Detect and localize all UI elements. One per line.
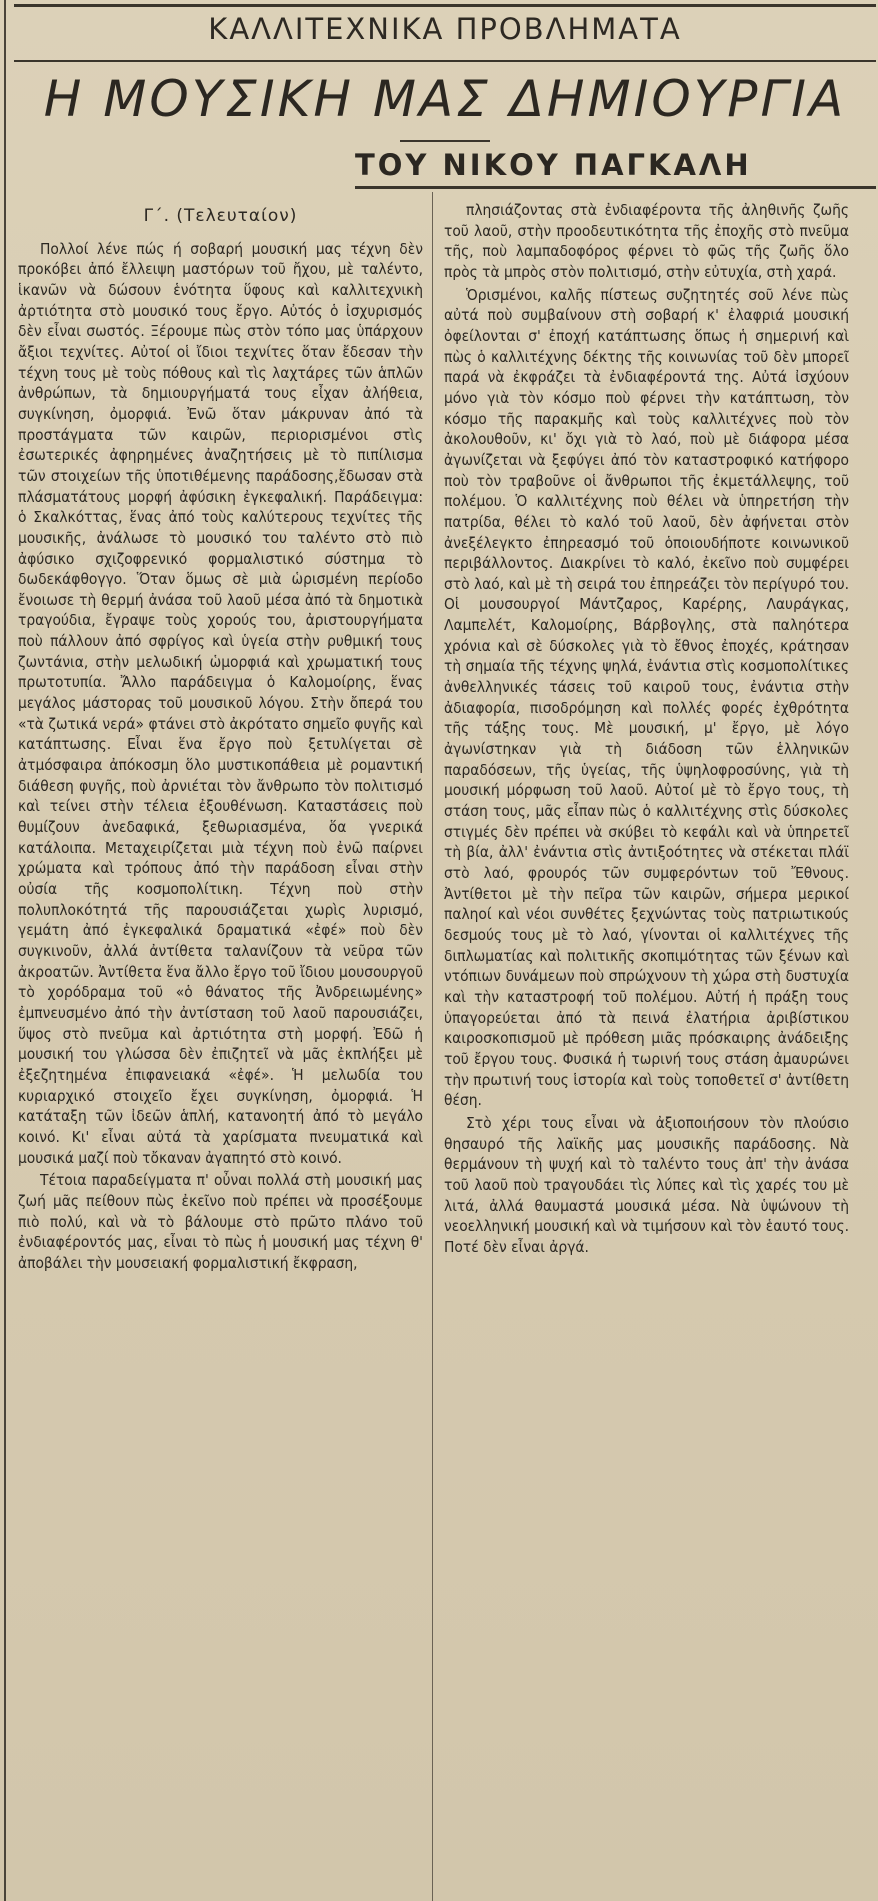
headline-divider bbox=[400, 140, 490, 142]
left-paragraph-1: Πολλοί λένε πώς ή σοβαρή μουσική μας τέχνη δὲν προκόβει ἀπό ἔλλειψη μαστόρων τοῦ ἤχου, μὲ ταλέντο, ἱκανῶν νὰ δώσουν ἑνότητα ὕφους καὶ καλλιτεχνικὴ ἀρτιότητα στὸ μουσικό τους ἔργο. Αὐτός ὁ ἰσχυρισμός δὲν εἶναι σωστός. Ξέρουμε πὼς στὸν τόπο μας ὑπάρχουν ἄξιοι τεχνίτες. Αὐτοί οἱ ἴδιοι τεχνίτες ὅταν ἔδεσαν τὴν τέχνη τους μὲ τοὺς πόθους καὶ τὶς λαχτάρες τῶν ἁπλῶν ἀνθρώπων, τὰ δημιουργήματά τους εἶχαν ἀλήθεια, συγκίνηση, ὀμορφιά. Ἐνῶ ὅταν μάκρυναν ἀπό τὰ προστάγματα τῶν καιρῶν, περιορισμένοι στὶς ἐσωτερικές ἀφηρημένες ἀναζητήσεις μὲ τὸ πιπίλισμα τῶν στοιχείων τῆς ὑποτιθέμενης παράδοσης,ἔδωσαν στὰ πλάσματάτους μορφή ἀφύσικη ἐγκεφαλική. Παράδειγμα: ὁ Σκαλκόττας, ἕνας ἀπό τοὺς καλύτερους τεχνίτες τῆς μουσικῆς, ἀνάλωσε τὸ μουσικό του ταλέντο στὸ πιὸ ἀφύσικο σχιζοφρενικό φορμαλιστικό σύστημα τὸ δωδεκάφθογγο. Ὅταν ὅμως σὲ μιὰ ὡρισμένη περίοδο ἔνοιωσε τὴ θερμή ἀνάσα τοῦ λαοῦ μέσα ἀπό τὰ δημοτικὰ τραγούδια, ἔγραψε τοὺς χορούς του, ἀριστουργήματα ποὺ πάλλουν ἀπό σφρίγος καὶ ὑγεία στὴν ρυθμική τους ζωντάνια, στὴν μελωδική ὡμορφιά καὶ χρωματική τους πρωτοτυπία. Ἄλλο παράδειγμα ὁ Καλομοίρης, ἕνας μεγάλος μάστορας τοῦ μουσικοῦ λόγου. Στὴν ὄπερά του «τὰ ζωτικά νερά» φτάνει στὸ ἀκρότατο σημεῖο φυγῆς καὶ κατάπτωσης. Εἶναι ἕνα ἔργο ποὺ ξετυλίγεται σὲ ἀτμόσφαιρα ἀπόκοσμη ὅλο μυστικοπάθεια μὲ ρομαντική διάθεση φυγῆς, ποὺ ἀρνιέται τὸν ἄνθρωπο τὸν πολιτισμό καὶ τείνει στὴν τέλεια ἐξουθένωση. Καταστάσεις ποὺ θυμίζουν ἀνεδαφικά, ξεθωριασμένα, ὅα γνερικά κατάλοιπα. Μεταχειρίζεται μιὰ τέχνη ποὺ ἐνῶ παίρνει χρώματα καὶ τρόπους ἀπό τὴν παράδοση εἶναι στὴν οὐσία τῆς κοσμοπολίτικη. Τέχνη ποὺ στὴν πολυπλοκότητά τῆς παρουσιάζεται χωρὶς λυρισμό, γεμάτη ἀπό ἐγκεφαλικά δραματικά «ἐφέ» ποὺ δὲν συγκινοῦν, ἀλλά ἀντίθετα ταλανίζουν τὰ νεῦρα τῶν ἀκροατῶν. Ἀντίθετα ἕνα ἄλλο ἔργο τοῦ ἴδιου μουσουργοῦ τὸ χορόδραμα τοῦ «ὁ θάνατος τῆς Ἀνδρειωμένης» ἐμπνευσμένο ἀπό τὴν ἀντίσταση τοῦ λαοῦ παρουσιάζει, ὕψος στὸ πνεῦμα καὶ ἀρτιότητα στὴ μορφή. Ἐδῶ ἡ μουσική του γλώσσα δὲν ἐπιζητεῖ νὰ μᾶς ἐκπλήξει μὲ ἐξεζητημένα ἐπιφανειακά «ἐφέ». Ἡ μελωδία του κυριαρχικό στοιχεῖο ἔχει συγκίνηση, ὀμορφιά. Ἡ κατάταξη τῶν ἰδεῶν ἁπλή, κατανοητή ἀπό τὸ μεγάλο κοινό. Κι' εἶναι αὐτά τὰ χαρίσματα πνευματικά καὶ μουσικά μαζί ποὺ τὄκαναν ἀγαπητό στὸ κοινό. bbox=[18, 239, 423, 1167]
top-rule bbox=[14, 4, 876, 7]
left-column bbox=[18, 200, 423, 1273]
right-column bbox=[444, 200, 849, 1257]
article-headline: Η ΜΟΥΣΙΚΗ ΜΑΣ ΔΗΜΙΟΥΡΓΙΑ bbox=[43, 70, 847, 128]
kicker-rule bbox=[14, 60, 876, 62]
left-margin-rule bbox=[4, 0, 6, 1901]
column-divider bbox=[432, 192, 433, 1901]
right-paragraph-3: Στὸ χέρι τους εἶναι νὰ ἀξιοποιήσουν τὸν πλούσιο θησαυρό τῆς λαϊκῆς μας μουσικῆς παράδοσης. Νὰ θερμάνουν τὴ ψυχή καὶ τὸ ταλέντο τους ἀπ' τὴν ἀνάσα τοῦ λαοῦ ποὺ τραγουδάει τὶς λύπες καὶ τὶς χαρές του μὲ λιτά, ἀλλά θαυμαστά μουσικά μέσα. Νὰ ὑψώνουν τὴ νεοελληνική μουσική καὶ νὰ τιμήσουν καὶ τὸν ἑαυτό τους. Ποτέ δὲν εἶναι ἀργά. bbox=[444, 1113, 849, 1256]
section-label: Γ΄. (Τελευταίον) bbox=[143, 206, 298, 226]
right-paragraph-2: Ὁρισμένοι, καλῆς πίστεως συζητητές σοῦ λένε πὼς αὐτά ποὺ συμβαίνουν στὴ σοβαρή κ' ἐλαφριά μουσική ὀφείλονται σ' ἐποχή κατάπτωσης ὅπως ἡ σημερινή καὶ πὼς ὁ καλλιτέχνης δέκτης τῆς κοινωνίας τοῦ δὲν μπορεῖ παρά νὰ ἐκφράζει τὰ ἐνδιαφέροντά της. Αὐτά ἰσχύουν μόνο γιὰ τὸν κόσμο ποὺ φέρνει τὴν κατάπτωση, τὸν κόσμο τῆς παρακμῆς καὶ τοὺς καλλιτέχνες ποὺ τὸν ἀκολουθοῦν, κι' ὄχι γιὰ τὸ λαό, ποὺ μὲ διάφορα μέσα ἀγωνίζεται νὰ ξεφύγει ἀπό τὸν καταστροφικό κατήφορο ποὺ τὸν τραβοῦνε οἱ ἄνθρωποι τῆς ἐκμετάλλεψης, τοῦ πολέμου. Ὁ καλλιτέχνης ποὺ θέλει νὰ ὑπηρετήση τὴν πατρίδα, θέλει τὸ καλό τοῦ λαοῦ, δὲν ἀφήνεται στὸν ἀνεξέλεγκτο ἐπηρεασμό τοῦ ὁποιουδήποτε κοινωνικοῦ περιβάλλοντος. Διακρίνει τὸ καλό, ἐκεῖνο ποὺ συμφέρει στὸ λαό, καὶ μὲ τὴ σειρά του ἐπηρεάζει τὸν περίγυρό του. Οἱ μουσουργοί Μάντζαρος, Καρέρης, Λαυράγκας, Λαμπελέτ, Καλομοίρης, Βάρβογλης, στὰ παληότερα χρόνια καὶ σὲ δύσκολες γιὰ τὸ ἔθνος ἐποχές, κράτησαν τὴ σημαία τῆς τέχνης ψηλά, ἐνάντια στὶς κοσμοπολίτικες ἀνθελληνικές τάσεις τοῦ καιροῦ τους, ἐνάντια στὴν ἀδιαφορία, πισοδρόμηση καὶ πολλές φορές ἐχθρότητα τῆς τάξης τους. Μὲ μουσική, μ' ἔργο, μὲ λόγο ἀγωνίστηκαν γιὰ τὴ διάδοση τῶν ἑλληνικῶν παραδόσεων, τῆς ὑγείας, τῆς ὑψηλοφροσύνης, γιὰ τὴ μουσική μόρφωση τοῦ λαοῦ. Αὐτοί μὲ τὸ ἔργο τους, τὴ στάση τους, μᾶς εἶπαν πὼς ὁ καλλιτέχνης στὶς δύσκολες στιγμές δὲν πρέπει νὰ σκύβει τὸ κεφάλι καὶ νὰ ὑπηρετεῖ τὴ βία, ἀλλ' ἐνάντια στὶς ἀντιξοότητες νὰ στέκεται πλάϊ στὸ λαό, φρουρός τῶν συμφερόντων τοῦ Ἔθνους. Ἀντίθετοι μὲ τὴν πεῖρα τῶν καιρῶν, σήμερα μερικοί παληοί καὶ νέοι συνθέτες ξεχνώντας τοὺς πατριωτικούς δεσμούς τους μὲ τὸ λαό, γίνονται οἱ καλλιτέχνες τῆς διπλωματίας καὶ πολιτικῆς σκοπιμότητας τῶν ξένων καὶ ντόπιων δυνάμεων ποὺ σπρώχνουν τὴ χώρα στὴ δυστυχία καὶ τὴν καταστροφή τοῦ πολέμου. Αὐτή ἡ πράξη τους ὑπαγορεύεται ἀπό τὰ πεινά ἐλατήρια ἀριβίστικου καιροσκοπισμοῦ μὲ πρόθεση μιᾶς πρόσκαιρης ἀνάδειξης τοῦ ἔργου τους. Φυσικά ἡ τωρινή τους στάση ἀμαυρώνει τὴν πρωτινή τους ἱστορία καὶ τοὺς τοποθετεῖ σ' ἀντίθετη θέση. bbox=[444, 285, 849, 1110]
byline-rule bbox=[355, 186, 876, 189]
kicker-heading: ΚΑΛΛΙΤΕΧΝΙΚΑ ΠΡΟΒΛΗΜΑΤΑ bbox=[208, 12, 682, 46]
left-paragraph-2: Τέτοια παραδείγματα π' οὖναι πολλά στὴ μουσική μας ζωή μᾶς πείθουν πὼς ἐκεῖνο ποὺ πρέπει νὰ προσέξουμε πιὸ πολύ, καὶ νὰ τὸ βάλουμε στὸ πρῶτο πλάνο τοῦ ἐνδιαφέροντός μας, εἶναι τὸ πὼς ἡ μουσική μας τέχνη θ' ἀποβάλει τὴν μουσειακή φορμαλιστική ἔκφραση, bbox=[18, 1171, 423, 1272]
article-byline: ΤΟΥ ΝΙΚΟΥ ΠΑΓΚΑΛΗ bbox=[355, 148, 752, 182]
right-paragraph-1: πλησιάζοντας στὰ ἐνδιαφέροντα τῆς ἀληθινῆς ζωῆς τοῦ λαοῦ, στὴν προοδευτικότητα τῆς ἐποχῆς στὸ πνεῦμα τῆς, ποὺ λαμπαδοφόρος φέρνει τὸ φῶς τῆς ζωῆς ὅλο πρὸς τὰ μπρὸς στὸν πολιτισμό, στὴν εὐτυχία, στὴ χαρά. bbox=[444, 201, 849, 281]
